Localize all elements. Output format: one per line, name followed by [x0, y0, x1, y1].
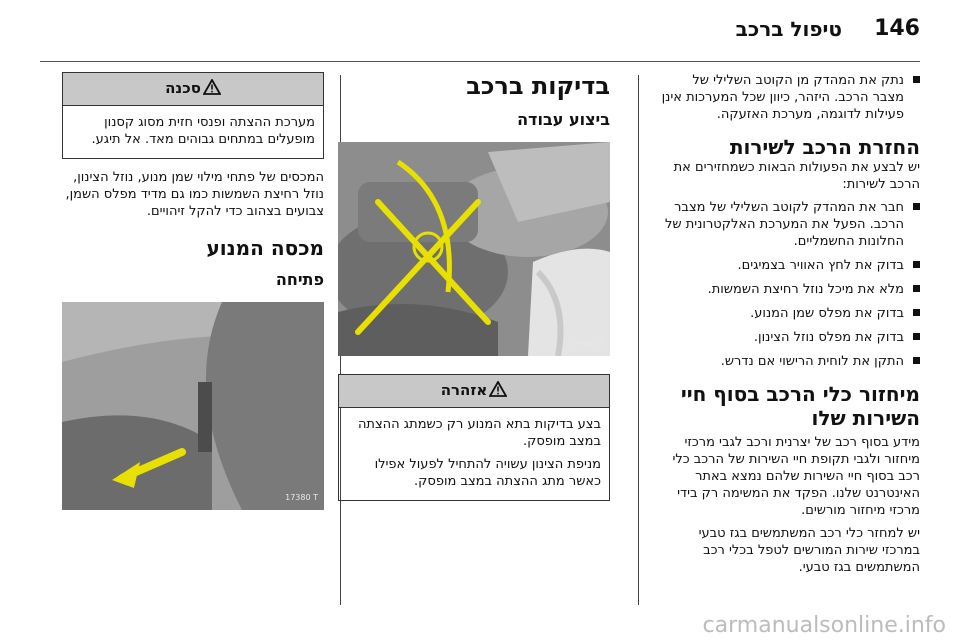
header-rule: [40, 61, 920, 62]
warning-box-body: [339, 408, 609, 500]
bullet-icon: [913, 261, 920, 268]
recycling-paragraph: מידע בסוף רכב של יצרנית ורכב לגבי מרכזי מיחזור ולגבי תקופת חיי השירות של הרכב כלי רכב בסוף חיי השירות שלהם נמצא באתר האינטרנט שלנו. הפקד את המשימה רק בידי מרכזי מיחזור מורשים.: [672, 435, 920, 518]
list-item: [658, 281, 920, 298]
bullet-icon: [913, 285, 920, 292]
danger-title: סכנה: [165, 79, 201, 97]
running-title: טיפול ברכב: [735, 17, 842, 41]
recycling-paragraph-gas: יש למחזר כלי רכב המשתמשים בגז טבעי במרכזי שירות המורשים לטפל בכלי רכב המשתמשים בגז טבעי.: [698, 526, 920, 575]
middle-column: [338, 72, 610, 501]
warning-triangle-icon: [203, 79, 221, 99]
list-item: [658, 199, 920, 250]
list-item-text: בדוק את מפלס נוזל הצינון.: [753, 330, 904, 345]
bullet-icon: [913, 357, 920, 364]
page-header: [0, 0, 960, 62]
intro-list: [658, 72, 920, 123]
watermark: carmanualsonline.info: [702, 613, 946, 638]
list-item-text: בדוק את לחץ האוויר בצמיגים.: [737, 258, 904, 273]
section-paragraph: יש לבצע את הפעולות הבאות כשמחזירים את הרכב לשירות:: [673, 160, 920, 192]
list-item: [658, 353, 920, 370]
bullet-icon: [913, 333, 920, 340]
danger-text: מערכת ההצתה ופנסי חזית מסוג קסנון מופעלים במתחים גבוהים מאד. אל תיגע.: [91, 115, 315, 147]
warning-text-1: בצע בדיקות בתא המנוע רק כשמתג ההצתה במצב מופסק.: [357, 417, 601, 449]
list-item-text: התקן את לוחית הרישוי אם נדרש.: [720, 354, 904, 369]
right-column: [658, 72, 920, 582]
figure-number: 17380 T: [285, 493, 318, 502]
section-heading-return-to-service: החזרת הרכב לשירות: [729, 135, 920, 159]
engine-bay-photo: [338, 142, 610, 356]
page-number: 146: [874, 16, 920, 41]
hood-release-illustration: [62, 302, 324, 510]
list-item: [658, 257, 920, 274]
list-item-text: נתק את המהדק מן הקוטב השלילי של מצבר הרכב. היזהר, כיוון שכל המערכות אינן פעילות לדוגמה, מערכת האזעקה.: [661, 73, 904, 122]
list-item-text: מלא את מיכל נוזל רחיצת השמשות.: [707, 282, 904, 297]
danger-box: [62, 72, 324, 159]
engine-bay-illustration: [338, 142, 610, 356]
section-heading-vehicle-checks: בדיקות ברכב: [466, 72, 610, 100]
subheading-opening: פתיחה: [275, 270, 324, 289]
danger-box-header: [63, 73, 323, 106]
warning-title: אזהרה: [440, 381, 488, 399]
section-heading-hood: מכסה המנוע: [206, 236, 324, 260]
list-item: [658, 329, 920, 346]
caps-color-paragraph: המכסים של פתחי מילוי שמן מנוע, נוזל הצינון, נוזל רחיצת השמשות כמו גם מדיד מפלס השמן, צבועים בצהוב כדי להקל זיהויים.: [65, 170, 324, 219]
danger-box-body: [63, 106, 323, 158]
warning-triangle-icon: [489, 381, 507, 401]
hood-release-photo: [62, 302, 324, 510]
service-checklist: [658, 199, 920, 370]
list-item-text: בדוק את מפלס שמן המנוע.: [750, 306, 904, 321]
warning-text-2: מניפת הצינון עשויה להתחיל לפעול אפילו כאשר מתג ההצתה במצב מופסק.: [374, 457, 601, 489]
list-item-text: חבר את המהדק לקוטב השלילי של מצבר הרכב. הפעל את המערכת האלקטרונית של החלונות החשמליים.: [665, 200, 904, 249]
bullet-icon: [913, 203, 920, 210]
bullet-icon: [913, 309, 920, 316]
bullet-icon: [913, 76, 920, 83]
warning-box: [338, 374, 610, 501]
list-item: [658, 305, 920, 322]
column-divider-right: [638, 75, 639, 605]
subheading-performing-work: ביצוע עבודה: [517, 110, 610, 129]
section-heading-recycling: מיחזור כלי הרכב בסוף חיי השירות שלו: [680, 382, 920, 430]
left-column: [62, 72, 324, 510]
list-item: [658, 72, 920, 123]
figure-number: 17491 T: [571, 339, 604, 348]
warning-box-header: [339, 375, 609, 408]
